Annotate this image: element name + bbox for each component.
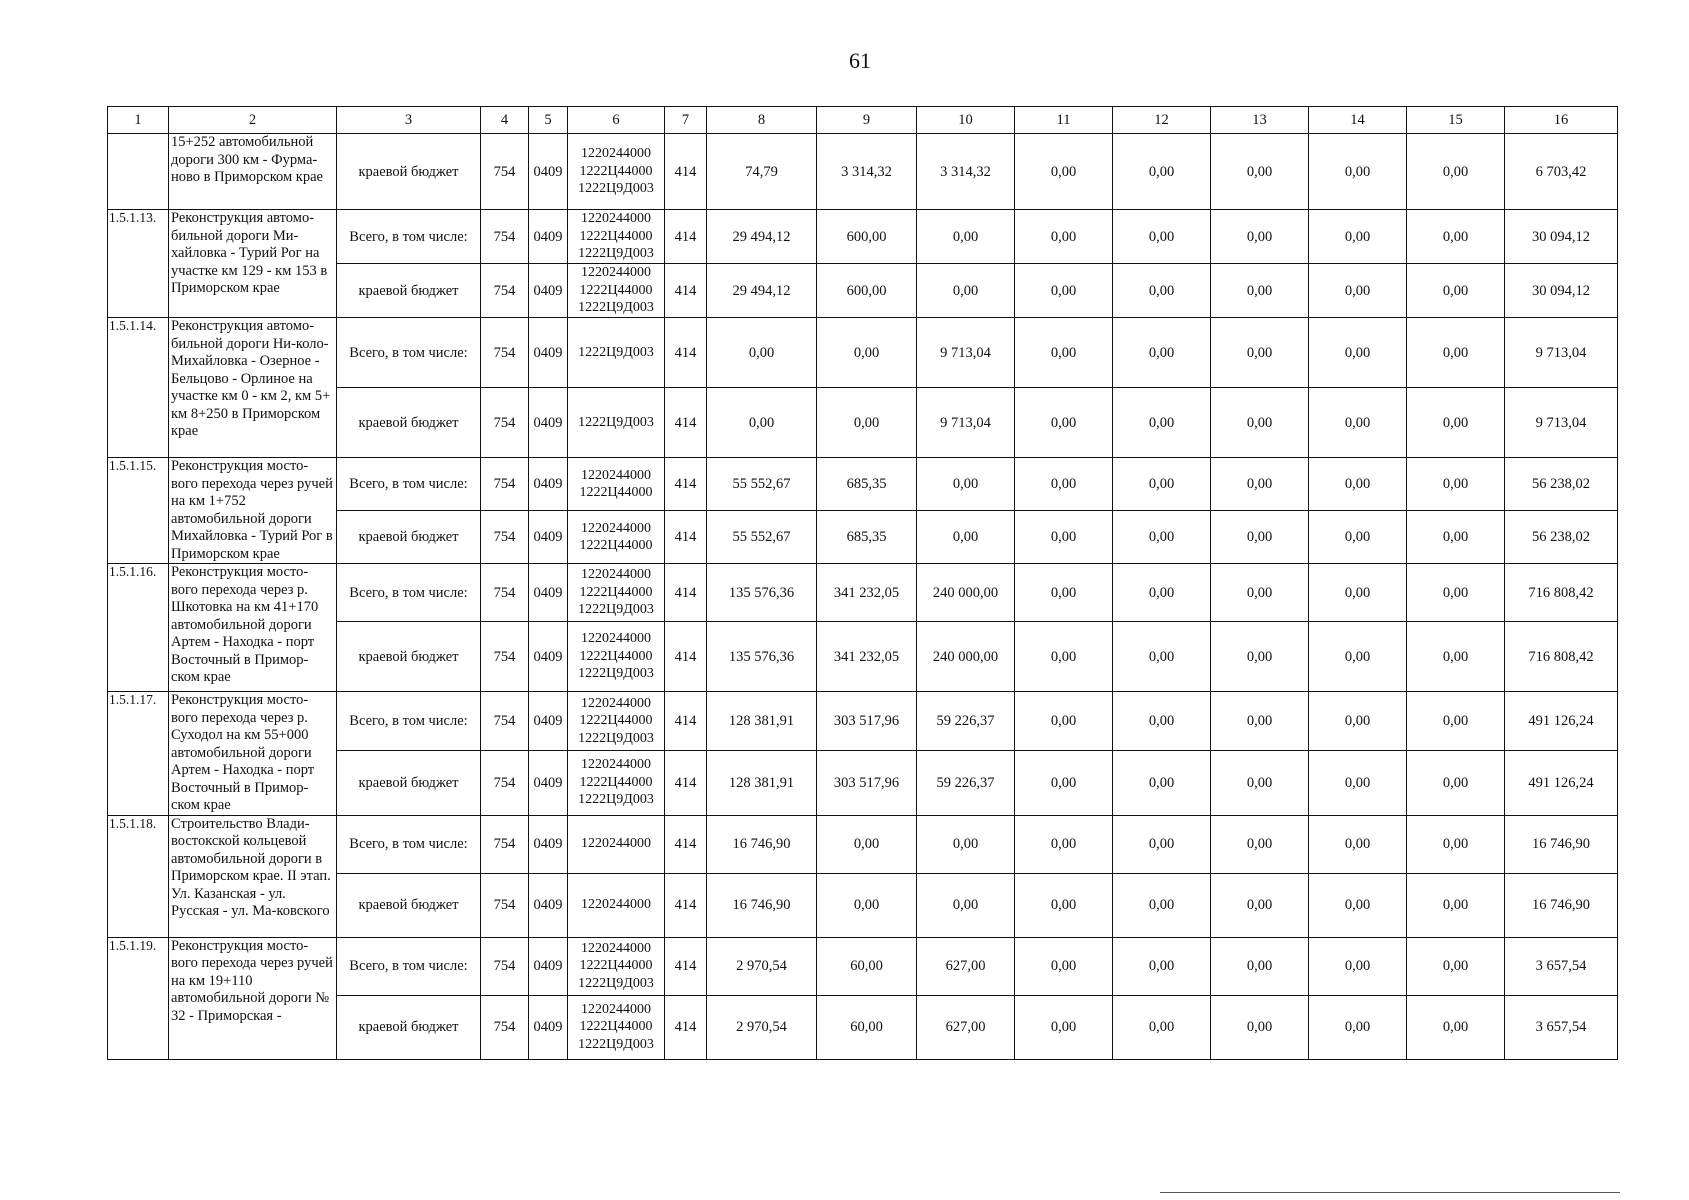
cell-c5: 0409 bbox=[529, 815, 568, 873]
cell-c5: 0409 bbox=[529, 318, 568, 388]
cell-c10: 9 713,04 bbox=[917, 388, 1015, 458]
item-name: Реконструкция мосто-вого перехода через р. Суходол на км 55+000 автомобильной дороги Артем - Находка - порт Восточный в Примор-ском крае bbox=[169, 692, 337, 816]
col-header: 1 bbox=[108, 107, 169, 134]
funding-source: Всего, в том числе: bbox=[337, 318, 481, 388]
item-name: Реконструкция мосто-вого перехода через р. Шкотовка на км 41+170 автомобильной дороги Артем - Находка - порт Восточный в Примор-ском крае bbox=[169, 564, 337, 692]
item-name: 15+252 автомобильной дороги 300 км - Фурма-ново в Приморском крае bbox=[169, 134, 337, 210]
cell-c9: 685,35 bbox=[817, 511, 917, 564]
cell-c15: 0,00 bbox=[1407, 564, 1505, 622]
cell-c15: 0,00 bbox=[1407, 388, 1505, 458]
cell-c9: 600,00 bbox=[817, 264, 917, 318]
table-row bbox=[108, 210, 1618, 264]
cell-c8: 74,79 bbox=[707, 134, 817, 210]
cell-c13: 0,00 bbox=[1211, 937, 1309, 995]
cell-c15: 0,00 bbox=[1407, 622, 1505, 692]
table-row bbox=[108, 318, 1618, 388]
cell-c14: 0,00 bbox=[1309, 750, 1407, 815]
cell-c9: 0,00 bbox=[817, 388, 917, 458]
cell-c7: 414 bbox=[665, 210, 707, 264]
cell-c13: 0,00 bbox=[1211, 564, 1309, 622]
cell-c9: 0,00 bbox=[817, 873, 917, 937]
funding-source: Всего, в том числе: bbox=[337, 815, 481, 873]
item-number bbox=[108, 134, 169, 210]
cell-c13: 0,00 bbox=[1211, 318, 1309, 388]
cell-c4: 754 bbox=[481, 388, 529, 458]
cell-c16: 3 657,54 bbox=[1505, 995, 1618, 1059]
cell-c7: 414 bbox=[665, 511, 707, 564]
cell-c5: 0409 bbox=[529, 564, 568, 622]
cell-c16: 30 094,12 bbox=[1505, 264, 1618, 318]
cell-c15: 0,00 bbox=[1407, 873, 1505, 937]
cell-c10: 3 314,32 bbox=[917, 134, 1015, 210]
col-header: 13 bbox=[1211, 107, 1309, 134]
cell-c7: 414 bbox=[665, 458, 707, 511]
cell-c9: 341 232,05 bbox=[817, 564, 917, 622]
cell-c8: 135 576,36 bbox=[707, 622, 817, 692]
budget-code: 1220244000 1222Ц44000 1222Ц9Д003 bbox=[568, 750, 665, 815]
col-header: 10 bbox=[917, 107, 1015, 134]
cell-c9: 600,00 bbox=[817, 210, 917, 264]
cell-c13: 0,00 bbox=[1211, 750, 1309, 815]
cell-c7: 414 bbox=[665, 134, 707, 210]
cell-c13: 0,00 bbox=[1211, 388, 1309, 458]
cell-c5: 0409 bbox=[529, 873, 568, 937]
cell-c9: 0,00 bbox=[817, 318, 917, 388]
cell-c5: 0409 bbox=[529, 264, 568, 318]
cell-c16: 16 746,90 bbox=[1505, 815, 1618, 873]
funding-source: Всего, в том числе: bbox=[337, 564, 481, 622]
col-header: 11 bbox=[1015, 107, 1113, 134]
table-row bbox=[108, 815, 1618, 873]
cell-c14: 0,00 bbox=[1309, 264, 1407, 318]
cell-c13: 0,00 bbox=[1211, 873, 1309, 937]
cell-c11: 0,00 bbox=[1015, 264, 1113, 318]
cell-c8: 2 970,54 bbox=[707, 995, 817, 1059]
cell-c15: 0,00 bbox=[1407, 458, 1505, 511]
cell-c4: 754 bbox=[481, 318, 529, 388]
item-name: Строительство Влади-востокской кольцевой автомобильной дороги в Приморском крае. II этап. Ул. Казанская - ул. Русская - ул. Ма-ковского bbox=[169, 815, 337, 937]
item-name: Реконструкция мосто-вого перехода через ручей на км 19+110 автомобильной дороги № 32 - Приморская - bbox=[169, 937, 337, 1059]
cell-c11: 0,00 bbox=[1015, 937, 1113, 995]
cell-c13: 0,00 bbox=[1211, 815, 1309, 873]
item-name: Реконструкция мосто-вого перехода через ручей на км 1+752 автомобильной дороги Михайловка - Турий Рог в Приморском крае bbox=[169, 458, 337, 564]
col-header: 8 bbox=[707, 107, 817, 134]
cell-c16: 16 746,90 bbox=[1505, 873, 1618, 937]
cell-c10: 627,00 bbox=[917, 995, 1015, 1059]
budget-code: 1220244000 1222Ц44000 1222Ц9Д003 bbox=[568, 995, 665, 1059]
budget-code: 1220244000 1222Ц44000 1222Ц9Д003 bbox=[568, 622, 665, 692]
budget-code: 1220244000 1222Ц44000 1222Ц9Д003 bbox=[568, 134, 665, 210]
budget-code: 1222Ц9Д003 bbox=[568, 388, 665, 458]
cell-c14: 0,00 bbox=[1309, 564, 1407, 622]
cell-c11: 0,00 bbox=[1015, 622, 1113, 692]
funding-source: Всего, в том числе: bbox=[337, 692, 481, 751]
col-header: 12 bbox=[1113, 107, 1211, 134]
col-header: 16 bbox=[1505, 107, 1618, 134]
cell-c8: 2 970,54 bbox=[707, 937, 817, 995]
cell-c11: 0,00 bbox=[1015, 388, 1113, 458]
cell-c14: 0,00 bbox=[1309, 873, 1407, 937]
cell-c8: 55 552,67 bbox=[707, 458, 817, 511]
cell-c15: 0,00 bbox=[1407, 264, 1505, 318]
funding-source: краевой бюджет bbox=[337, 134, 481, 210]
cell-c13: 0,00 bbox=[1211, 622, 1309, 692]
table-row bbox=[108, 134, 1618, 210]
cell-c15: 0,00 bbox=[1407, 318, 1505, 388]
cell-c13: 0,00 bbox=[1211, 458, 1309, 511]
cell-c15: 0,00 bbox=[1407, 937, 1505, 995]
cell-c12: 0,00 bbox=[1113, 388, 1211, 458]
item-name: Реконструкция автомо-бильной дороги Ни-коло-Михайловка - Озерное - Бельцово - Орлиное на участке км 0 - км 2, км 5+ км 8+250 в Приморском крае bbox=[169, 318, 337, 458]
table-row bbox=[108, 458, 1618, 511]
cell-c9: 3 314,32 bbox=[817, 134, 917, 210]
cell-c14: 0,00 bbox=[1309, 318, 1407, 388]
cell-c10: 59 226,37 bbox=[917, 750, 1015, 815]
cell-c8: 0,00 bbox=[707, 388, 817, 458]
cell-c16: 6 703,42 bbox=[1505, 134, 1618, 210]
cell-c14: 0,00 bbox=[1309, 622, 1407, 692]
cell-c12: 0,00 bbox=[1113, 564, 1211, 622]
cell-c12: 0,00 bbox=[1113, 622, 1211, 692]
cell-c12: 0,00 bbox=[1113, 210, 1211, 264]
cell-c5: 0409 bbox=[529, 210, 568, 264]
budget-table bbox=[107, 106, 1618, 1060]
table-row bbox=[108, 937, 1618, 995]
item-number: 1.5.1.15. bbox=[108, 458, 169, 564]
cell-c12: 0,00 bbox=[1113, 134, 1211, 210]
item-number: 1.5.1.19. bbox=[108, 937, 169, 1059]
cell-c8: 0,00 bbox=[707, 318, 817, 388]
cell-c7: 414 bbox=[665, 937, 707, 995]
cell-c11: 0,00 bbox=[1015, 458, 1113, 511]
cell-c4: 754 bbox=[481, 873, 529, 937]
budget-code: 1220244000 bbox=[568, 873, 665, 937]
funding-source: краевой бюджет bbox=[337, 622, 481, 692]
cell-c9: 303 517,96 bbox=[817, 750, 917, 815]
cell-c14: 0,00 bbox=[1309, 210, 1407, 264]
item-name: Реконструкция автомо-бильной дороги Ми-хайловка - Турий Рог на участке км 129 - км 153 в Приморском крае bbox=[169, 210, 337, 318]
page-number: 61 bbox=[849, 48, 871, 73]
budget-code: 1220244000 1222Ц44000 1222Ц9Д003 bbox=[568, 692, 665, 751]
cell-c12: 0,00 bbox=[1113, 937, 1211, 995]
cell-c16: 716 808,42 bbox=[1505, 564, 1618, 622]
cell-c7: 414 bbox=[665, 873, 707, 937]
cell-c11: 0,00 bbox=[1015, 210, 1113, 264]
cell-c7: 414 bbox=[665, 564, 707, 622]
cell-c4: 754 bbox=[481, 210, 529, 264]
funding-source: краевой бюджет bbox=[337, 264, 481, 318]
funding-source: Всего, в том числе: bbox=[337, 210, 481, 264]
cell-c5: 0409 bbox=[529, 134, 568, 210]
cell-c11: 0,00 bbox=[1015, 564, 1113, 622]
cell-c10: 0,00 bbox=[917, 264, 1015, 318]
cell-c7: 414 bbox=[665, 622, 707, 692]
funding-source: краевой бюджет bbox=[337, 750, 481, 815]
cell-c7: 414 bbox=[665, 318, 707, 388]
col-header: 7 bbox=[665, 107, 707, 134]
cell-c10: 0,00 bbox=[917, 458, 1015, 511]
cell-c14: 0,00 bbox=[1309, 458, 1407, 511]
cell-c15: 0,00 bbox=[1407, 815, 1505, 873]
item-number: 1.5.1.13. bbox=[108, 210, 169, 318]
funding-source: Всего, в том числе: bbox=[337, 458, 481, 511]
footer-rule bbox=[1160, 1192, 1620, 1193]
cell-c12: 0,00 bbox=[1113, 815, 1211, 873]
cell-c11: 0,00 bbox=[1015, 318, 1113, 388]
cell-c10: 9 713,04 bbox=[917, 318, 1015, 388]
cell-c9: 0,00 bbox=[817, 815, 917, 873]
table-row bbox=[108, 564, 1618, 622]
cell-c13: 0,00 bbox=[1211, 692, 1309, 751]
col-header: 5 bbox=[529, 107, 568, 134]
cell-c11: 0,00 bbox=[1015, 750, 1113, 815]
cell-c16: 9 713,04 bbox=[1505, 388, 1618, 458]
cell-c8: 135 576,36 bbox=[707, 564, 817, 622]
cell-c7: 414 bbox=[665, 750, 707, 815]
cell-c15: 0,00 bbox=[1407, 134, 1505, 210]
cell-c14: 0,00 bbox=[1309, 815, 1407, 873]
cell-c12: 0,00 bbox=[1113, 873, 1211, 937]
cell-c7: 414 bbox=[665, 388, 707, 458]
cell-c15: 0,00 bbox=[1407, 750, 1505, 815]
cell-c9: 303 517,96 bbox=[817, 692, 917, 751]
cell-c12: 0,00 bbox=[1113, 511, 1211, 564]
cell-c15: 0,00 bbox=[1407, 511, 1505, 564]
cell-c9: 685,35 bbox=[817, 458, 917, 511]
table-row bbox=[108, 692, 1618, 751]
cell-c4: 754 bbox=[481, 134, 529, 210]
cell-c9: 341 232,05 bbox=[817, 622, 917, 692]
cell-c14: 0,00 bbox=[1309, 388, 1407, 458]
cell-c11: 0,00 bbox=[1015, 692, 1113, 751]
cell-c10: 240 000,00 bbox=[917, 622, 1015, 692]
budget-code: 1220244000 1222Ц44000 bbox=[568, 511, 665, 564]
col-header: 4 bbox=[481, 107, 529, 134]
cell-c7: 414 bbox=[665, 995, 707, 1059]
budget-code: 1220244000 bbox=[568, 815, 665, 873]
cell-c5: 0409 bbox=[529, 750, 568, 815]
cell-c13: 0,00 bbox=[1211, 264, 1309, 318]
cell-c8: 16 746,90 bbox=[707, 873, 817, 937]
budget-code: 1220244000 1222Ц44000 1222Ц9Д003 bbox=[568, 264, 665, 318]
cell-c4: 754 bbox=[481, 937, 529, 995]
table-body bbox=[108, 134, 1618, 1060]
cell-c4: 754 bbox=[481, 564, 529, 622]
cell-c16: 716 808,42 bbox=[1505, 622, 1618, 692]
cell-c16: 56 238,02 bbox=[1505, 458, 1618, 511]
cell-c16: 56 238,02 bbox=[1505, 511, 1618, 564]
col-header: 6 bbox=[568, 107, 665, 134]
cell-c15: 0,00 bbox=[1407, 995, 1505, 1059]
cell-c11: 0,00 bbox=[1015, 511, 1113, 564]
cell-c11: 0,00 bbox=[1015, 134, 1113, 210]
cell-c5: 0409 bbox=[529, 995, 568, 1059]
funding-source: краевой бюджет bbox=[337, 995, 481, 1059]
header-row bbox=[108, 107, 1618, 134]
cell-c13: 0,00 bbox=[1211, 995, 1309, 1059]
cell-c14: 0,00 bbox=[1309, 937, 1407, 995]
col-header: 3 bbox=[337, 107, 481, 134]
cell-c5: 0409 bbox=[529, 937, 568, 995]
cell-c7: 414 bbox=[665, 692, 707, 751]
cell-c16: 30 094,12 bbox=[1505, 210, 1618, 264]
cell-c5: 0409 bbox=[529, 692, 568, 751]
budget-code: 1222Ц9Д003 bbox=[568, 318, 665, 388]
cell-c11: 0,00 bbox=[1015, 995, 1113, 1059]
item-number: 1.5.1.16. bbox=[108, 564, 169, 692]
cell-c8: 16 746,90 bbox=[707, 815, 817, 873]
cell-c10: 240 000,00 bbox=[917, 564, 1015, 622]
cell-c4: 754 bbox=[481, 995, 529, 1059]
funding-source: Всего, в том числе: bbox=[337, 937, 481, 995]
cell-c12: 0,00 bbox=[1113, 995, 1211, 1059]
cell-c4: 754 bbox=[481, 458, 529, 511]
budget-code: 1220244000 1222Ц44000 1222Ц9Д003 bbox=[568, 210, 665, 264]
cell-c13: 0,00 bbox=[1211, 134, 1309, 210]
item-number: 1.5.1.17. bbox=[108, 692, 169, 816]
cell-c14: 0,00 bbox=[1309, 134, 1407, 210]
cell-c9: 60,00 bbox=[817, 995, 917, 1059]
col-header: 2 bbox=[169, 107, 337, 134]
cell-c10: 0,00 bbox=[917, 815, 1015, 873]
cell-c12: 0,00 bbox=[1113, 692, 1211, 751]
cell-c11: 0,00 bbox=[1015, 873, 1113, 937]
cell-c11: 0,00 bbox=[1015, 815, 1113, 873]
cell-c5: 0409 bbox=[529, 511, 568, 564]
funding-source: краевой бюджет bbox=[337, 388, 481, 458]
cell-c12: 0,00 bbox=[1113, 318, 1211, 388]
cell-c16: 9 713,04 bbox=[1505, 318, 1618, 388]
cell-c9: 60,00 bbox=[817, 937, 917, 995]
cell-c12: 0,00 bbox=[1113, 458, 1211, 511]
cell-c4: 754 bbox=[481, 750, 529, 815]
cell-c7: 414 bbox=[665, 264, 707, 318]
cell-c8: 29 494,12 bbox=[707, 264, 817, 318]
cell-c5: 0409 bbox=[529, 622, 568, 692]
cell-c4: 754 bbox=[481, 815, 529, 873]
cell-c10: 59 226,37 bbox=[917, 692, 1015, 751]
cell-c16: 491 126,24 bbox=[1505, 750, 1618, 815]
cell-c15: 0,00 bbox=[1407, 692, 1505, 751]
col-header: 14 bbox=[1309, 107, 1407, 134]
cell-c8: 128 381,91 bbox=[707, 750, 817, 815]
funding-source: краевой бюджет bbox=[337, 511, 481, 564]
cell-c15: 0,00 bbox=[1407, 210, 1505, 264]
cell-c14: 0,00 bbox=[1309, 692, 1407, 751]
cell-c10: 0,00 bbox=[917, 511, 1015, 564]
cell-c4: 754 bbox=[481, 511, 529, 564]
cell-c10: 0,00 bbox=[917, 873, 1015, 937]
cell-c5: 0409 bbox=[529, 388, 568, 458]
col-header: 15 bbox=[1407, 107, 1505, 134]
budget-code: 1220244000 1222Ц44000 1222Ц9Д003 bbox=[568, 937, 665, 995]
cell-c10: 627,00 bbox=[917, 937, 1015, 995]
cell-c8: 29 494,12 bbox=[707, 210, 817, 264]
col-header: 9 bbox=[817, 107, 917, 134]
cell-c8: 128 381,91 bbox=[707, 692, 817, 751]
cell-c10: 0,00 bbox=[917, 210, 1015, 264]
budget-code: 1220244000 1222Ц44000 bbox=[568, 458, 665, 511]
cell-c5: 0409 bbox=[529, 458, 568, 511]
cell-c4: 754 bbox=[481, 692, 529, 751]
cell-c14: 0,00 bbox=[1309, 511, 1407, 564]
cell-c12: 0,00 bbox=[1113, 750, 1211, 815]
cell-c16: 491 126,24 bbox=[1505, 692, 1618, 751]
item-number: 1.5.1.14. bbox=[108, 318, 169, 458]
cell-c4: 754 bbox=[481, 622, 529, 692]
cell-c8: 55 552,67 bbox=[707, 511, 817, 564]
cell-c12: 0,00 bbox=[1113, 264, 1211, 318]
cell-c4: 754 bbox=[481, 264, 529, 318]
cell-c13: 0,00 bbox=[1211, 511, 1309, 564]
cell-c16: 3 657,54 bbox=[1505, 937, 1618, 995]
funding-source: краевой бюджет bbox=[337, 873, 481, 937]
cell-c13: 0,00 bbox=[1211, 210, 1309, 264]
item-number: 1.5.1.18. bbox=[108, 815, 169, 937]
cell-c14: 0,00 bbox=[1309, 995, 1407, 1059]
budget-code: 1220244000 1222Ц44000 1222Ц9Д003 bbox=[568, 564, 665, 622]
cell-c7: 414 bbox=[665, 815, 707, 873]
